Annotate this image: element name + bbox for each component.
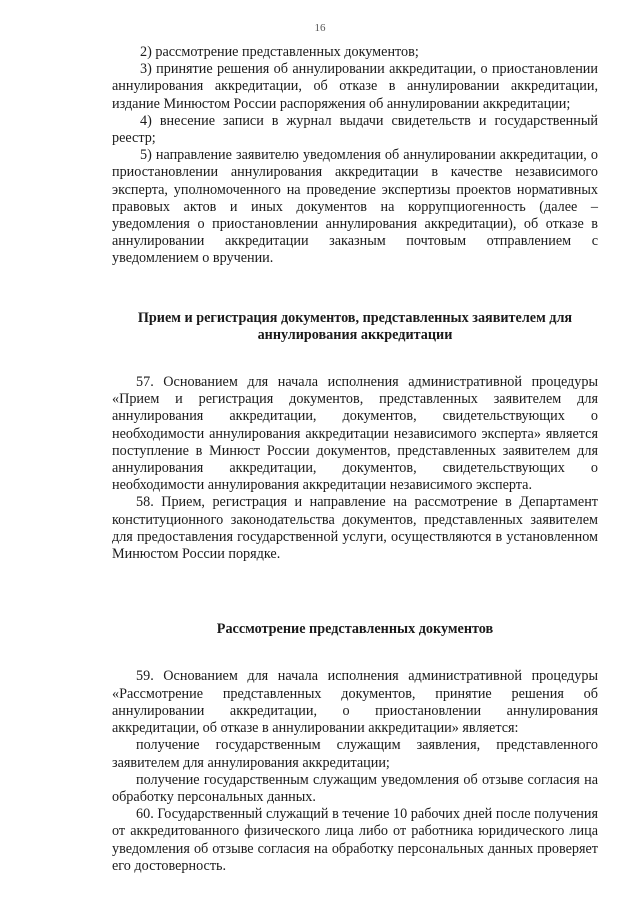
document-body	[112, 44, 598, 875]
paragraph-59-item: получение государственным служащим заявления, представленного заявителем для аннулирования аккредитации;	[112, 737, 598, 771]
list-item: 3) принятие решения об аннулировании аккредитации, о приостановлении аннулирования аккредитации, об отказе в аннулировании аккредитации, издание Минюстом России распоряжения об аннулировании аккредитации;	[112, 61, 598, 112]
section-heading-reception: Прием и регистрация документов, представленных заявителем для аннулирования аккредитации	[137, 309, 573, 343]
paragraph-57: 57. Основанием для начала исполнения административной процедуры «Прием и регистрация документов, представленных заявителем для аннулирования аккредитации, документов, свидетельствующих о необходимости аннулирования аккредитации независимого эксперта» является поступление в Минюст России документов, представленных заявителем для аннулирования аккредитации, документов, свидетельствующих о необходимости аннулирования аккредитации независимого эксперта.	[112, 374, 598, 494]
paragraph-58: 58. Прием, регистрация и направление на рассмотрение в Департамент конституционного законодательства документов, представленных заявителем для предоставления государственной услуги, осуществляются в установленном Минюстом России порядке.	[112, 494, 598, 563]
page-number: 16	[314, 22, 326, 34]
list-item: 5) направление заявителю уведомления об аннулировании аккредитации, о приостановлении аннулирования аккредитации в качестве независимого эксперта, уполномоченного на проведение экспертизы проектов нормативных правовых актов и иных документов на коррупциогенность (далее – уведомления о приостановлении аннулирования аккредитации), об отказе в аннулировании аккредитации заказным почтовым отправлением с уведомлением о вручении.	[112, 147, 598, 267]
list-item: 4) внесение записи в журнал выдачи свидетельств и государственный реестр;	[112, 112, 598, 147]
section-heading-review: Рассмотрение представленных документов	[216, 621, 494, 638]
paragraph-59-item: получение государственным служащим уведомления об отзыве согласия на обработку персональных данных.	[112, 771, 598, 805]
list-item: 2) рассмотрение представленных документов;	[140, 44, 419, 60]
paragraph-60: 60. Государственный служащий в течение 10 рабочих дней после получения от аккредитованного физического лица либо от работника юридического лица уведомления об отзыве согласия на обработку персональных данных проверяет его достоверность.	[112, 806, 598, 874]
paragraph-59: 59. Основанием для начала исполнения административной процедуры «Рассмотрение представленных документов, принятие решения об аннулировании аккредитации, о приостановлении аннулирования аккредитации, об отказе в аннулировании аккредитации» является:	[112, 668, 598, 737]
